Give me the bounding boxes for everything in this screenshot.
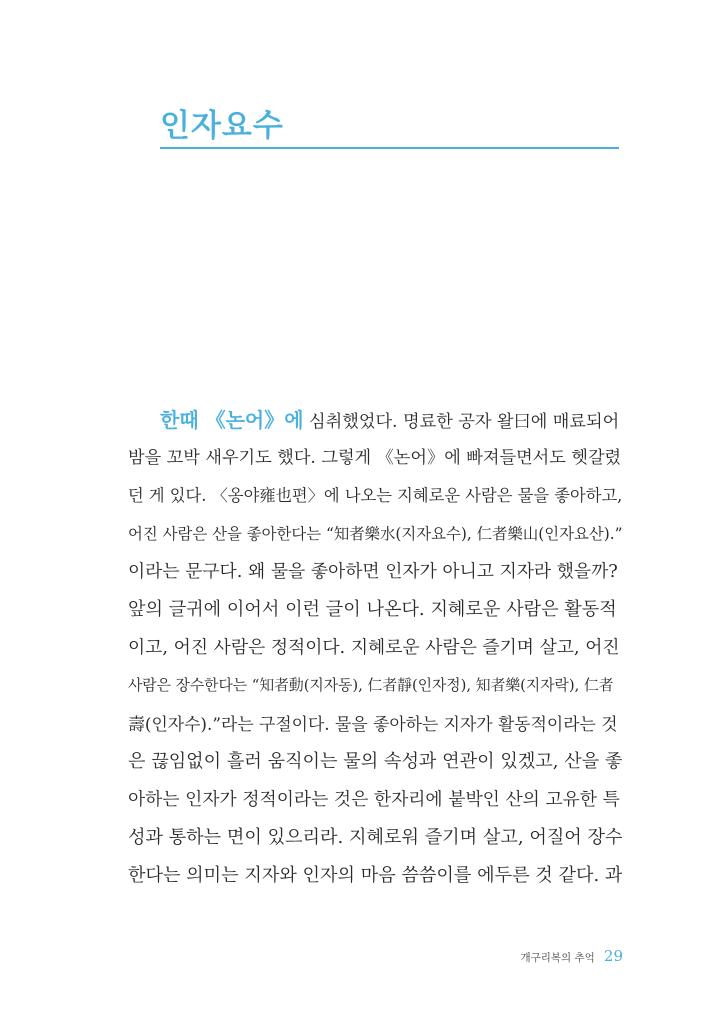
text-line-1-rest: 심취했었다. 명료한 공자 왈曰에 매료되어 xyxy=(303,412,620,432)
text-line-12: 성과 통하는 면이 있으리라. 지혜로워 즐기며 살고, 어질어 장수 xyxy=(128,827,622,848)
text-line-11: 아하는 인자가 정적이라는 것은 한자리에 붙박인 산의 고유한 특 xyxy=(128,789,620,810)
text-line-3: 던 게 있다. 〈옹야雍也편〉에 나오는 지혜로운 사람은 물을 좋아하고, xyxy=(128,486,622,505)
text-line-8: 사람은 장수한다는 “知者動(지자동), 仁者靜(인자정), 知者樂(지자락), 仁者 xyxy=(128,677,614,694)
text-line-6: 앞의 글귀에 이어서 이런 글이 나온다. 지혜로운 사람은 활동적 xyxy=(128,599,617,620)
text-line-5: 이라는 문구다. 왜 물을 좋아하면 인자가 아니고 지자라 했을까? xyxy=(128,561,618,582)
text-line-7: 이고, 어진 사람은 정적이다. 지혜로운 사람은 즐기며 살고, 어진 xyxy=(128,637,620,658)
running-title: 개구리복의 추억 xyxy=(520,952,595,964)
chapter-title: 인자요수 xyxy=(160,108,284,144)
lead-phrase: 한때 《논어》에 xyxy=(160,408,304,432)
text-line-9: 壽(인자수).”라는 구절이다. 물을 좋아하는 지자가 활동적이라는 것 xyxy=(128,714,618,734)
text-line-4: 어진 사람은 산을 좋아한다는 “知者樂水(지자요수), 仁者樂山(인자요산).” xyxy=(128,525,622,543)
text-line-1 xyxy=(128,404,622,436)
text-line-10: 은 끊임없이 흘러 움직이는 물의 속성과 연관이 있겠고, 산을 좋 xyxy=(128,751,622,772)
title-underline xyxy=(160,147,619,149)
page-number: 29 xyxy=(603,947,623,965)
page-footer xyxy=(520,946,623,965)
text-line-2: 밤을 꼬박 새우기도 했다. 그렇게 《논어》에 빠져들면서도 헷갈렸 xyxy=(128,448,622,468)
body-text xyxy=(128,404,622,898)
text-line-13: 한다는 의미는 지자와 인자의 마음 씀씀이를 에두른 것 같다. 과 xyxy=(128,865,622,886)
